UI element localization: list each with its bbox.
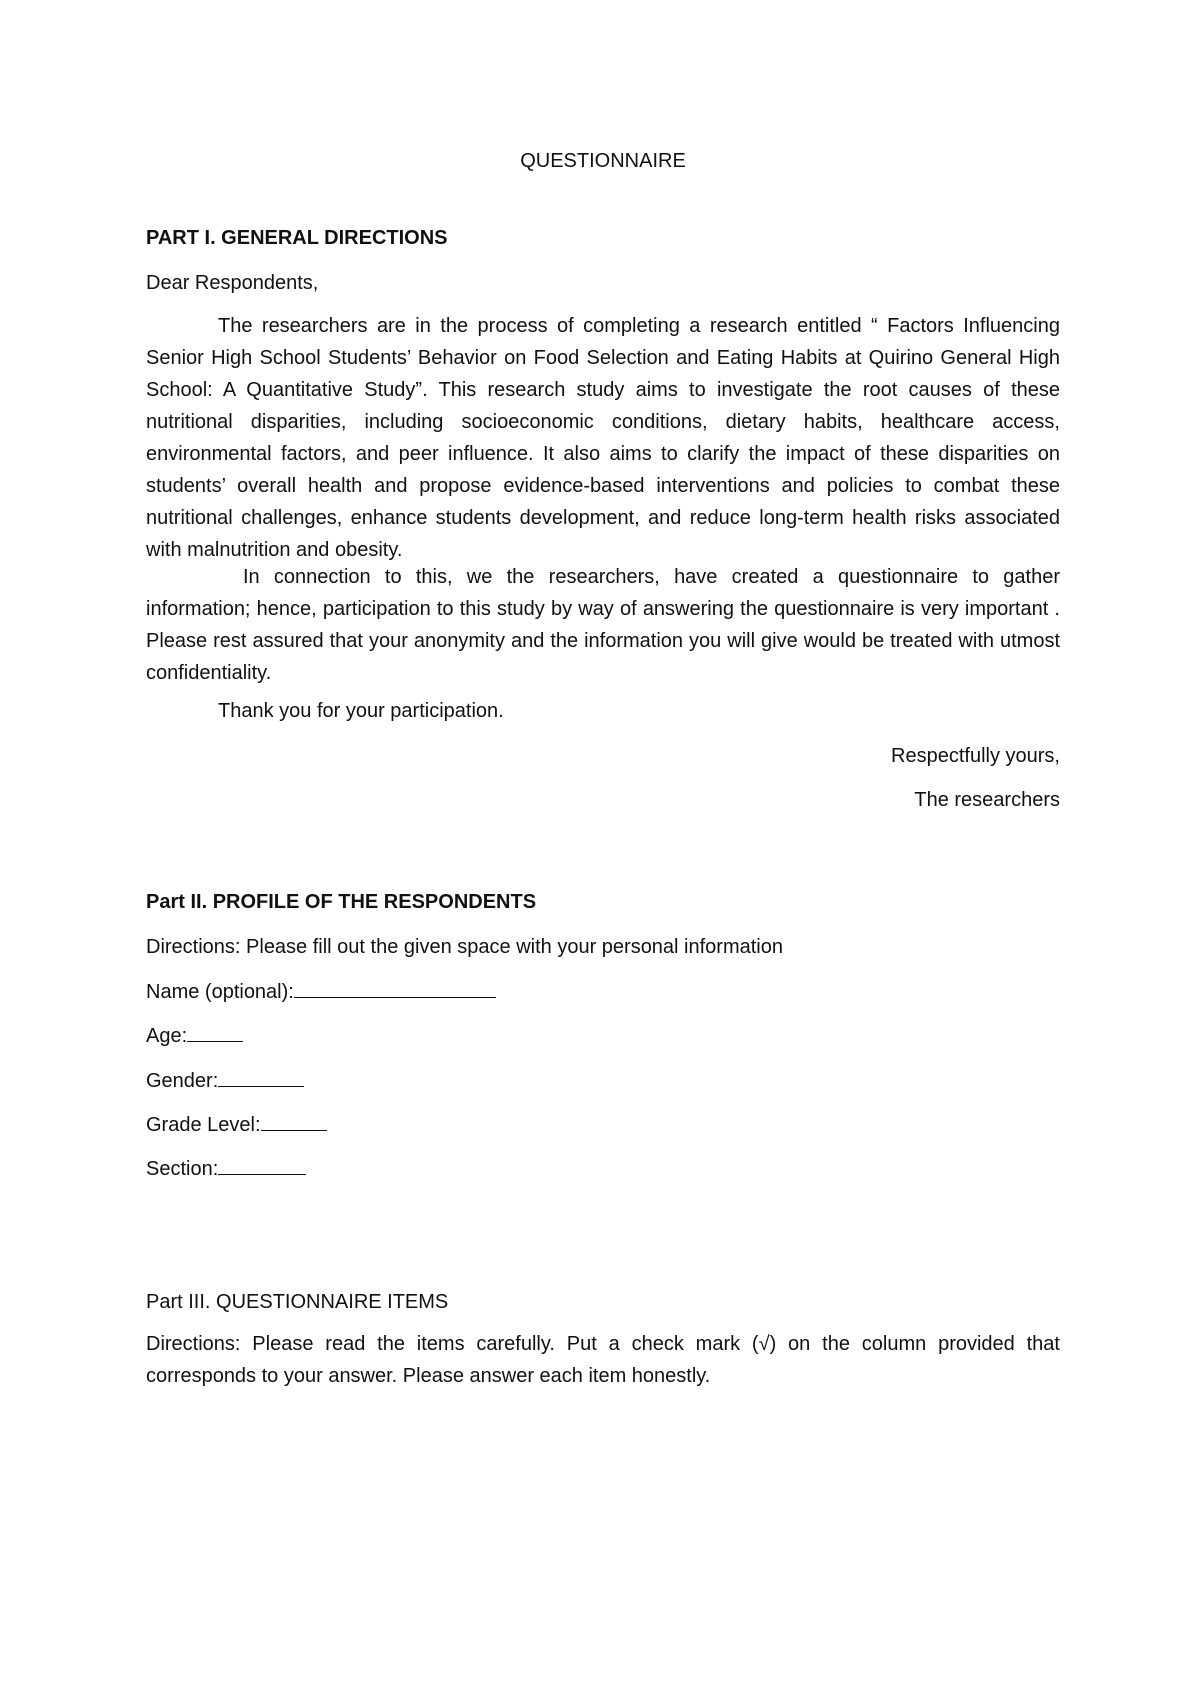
age-field-label: Age: [146, 1025, 188, 1047]
name-blank[interactable] [294, 979, 496, 998]
section-field-label: Section: [146, 1158, 219, 1180]
connection-paragraph: In connection to this, we the researchers, have created a questionnaire to gather information; hence, participation to this study by way of answering the questionnaire is very important . Please rest assured that your anonymity and the information you will give would be treated with utmost confidentiality. [146, 566, 1060, 684]
document-title: QUESTIONNAIRE [520, 150, 686, 172]
section-field [146, 1156, 306, 1182]
name-field [146, 979, 496, 1005]
closing-line: Respectfully yours, [891, 745, 1060, 767]
thanks-line: Thank you for your participation. [218, 700, 504, 722]
gender-field-label: Gender: [146, 1070, 219, 1092]
part1-heading: PART I. GENERAL DIRECTIONS [146, 227, 448, 249]
grade-level-field [146, 1112, 327, 1138]
name-field-label: Name (optional): [146, 981, 294, 1003]
salutation: Dear Respondents, [146, 272, 319, 294]
grade-level-field-label: Grade Level: [146, 1114, 261, 1136]
signature-line: The researchers [914, 789, 1060, 811]
age-field [146, 1023, 243, 1049]
part3-directions: Directions: Please read the items carefully. Put a check mark (√) on the column provided that corresponds to your answer. Please answer each item honestly. [146, 1333, 1060, 1387]
part2-heading: Part II. PROFILE OF THE RESPONDENTS [146, 891, 537, 913]
part3-heading: Part III. QUESTIONNAIRE ITEMS [146, 1291, 449, 1313]
section-blank[interactable] [218, 1156, 306, 1175]
gender-field [146, 1068, 304, 1094]
age-blank[interactable] [187, 1023, 243, 1042]
grade-level-blank[interactable] [261, 1112, 327, 1131]
part2-directions: Directions: Please fill out the given space with your personal information [146, 936, 783, 958]
document-page [146, 0, 1060, 1696]
intro-paragraph: The researchers are in the process of completing a research entitled “ Factors Influencing Senior High School Students’ Behavior on Food Selection and Eating Habits at Quirino General High School: A Quantitative Study”. This research study aims to investigate the root causes of these nutritional disparities, including socioeconomic conditions, dietary habits, healthcare access, environmental factors, and peer influence. It also aims to clarify the impact of these disparities on students’ overall health and propose evidence-based interventions and policies to combat these nutritional challenges, enhance students development, and reduce long-term health risks associated with malnutrition and obesity. [146, 315, 1060, 561]
gender-blank[interactable] [218, 1068, 304, 1087]
